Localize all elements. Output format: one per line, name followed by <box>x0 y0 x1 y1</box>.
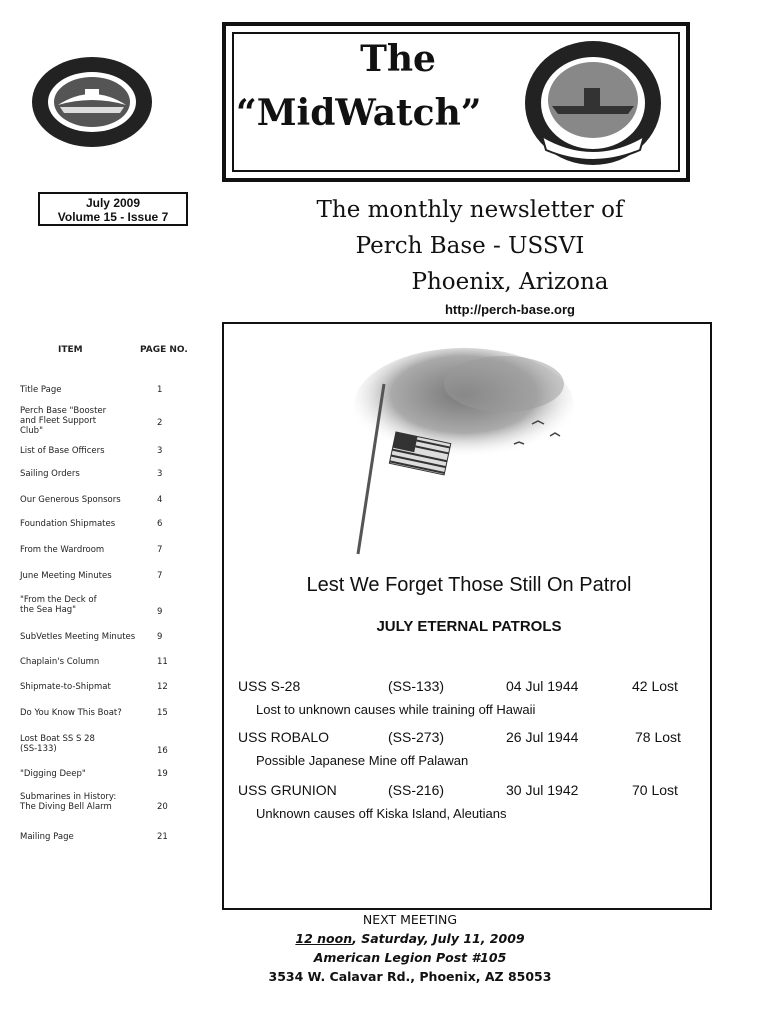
toc-page: 12 <box>157 682 168 692</box>
toc-header <box>20 345 210 359</box>
patrol-note: Lost to unknown causes while training off Hawaii <box>256 702 536 717</box>
panel-title: Lest We Forget Those Still On Patrol <box>306 574 632 596</box>
toc-page: 11 <box>157 657 168 667</box>
toc-page: 2 <box>157 418 163 428</box>
toc-page: 4 <box>157 495 163 505</box>
toc-label: SubVetIes Meeting Minutes <box>20 632 136 642</box>
patrol-note: Possible Japanese Mine off Palawan <box>256 753 469 768</box>
meeting-heading: NEXT MEETING <box>362 912 458 927</box>
toc-label: June Meeting Minutes <box>20 571 112 581</box>
patrol-note: Unknown causes off Kiska Island, Aleutians <box>256 806 507 821</box>
toc-label: Lost Boat SS S 28 (SS-133) <box>20 734 95 754</box>
toc-label: Submarines in History: The Diving Bell Alarm <box>20 792 117 812</box>
toc-page: 9 <box>157 607 163 617</box>
toc-page: 6 <box>157 519 163 529</box>
issue-box <box>38 192 188 226</box>
toc-label: Perch Base "Booster and Fleet Support Club" <box>20 406 107 436</box>
toc-label: Our Generous Sponsors <box>20 495 121 505</box>
toc-page: 3 <box>157 469 163 479</box>
patrol-date: 04 Jul 1944 <box>506 678 579 694</box>
patrol-date: 26 Jul 1944 <box>506 729 579 745</box>
flag-memorial-photo <box>344 344 594 574</box>
meeting-time: 12 noon <box>295 931 353 946</box>
table-of-contents <box>20 345 210 842</box>
issue-date: July 2009 <box>85 196 141 210</box>
eternal-patrol-panel <box>222 322 712 910</box>
toc-label: Foundation Shipmates <box>20 519 116 529</box>
toc-page: 20 <box>157 802 168 812</box>
toc-label: "Digging Deep" <box>20 769 86 779</box>
toc-label: Title Page <box>20 385 62 395</box>
patrol-lost: 42 Lost <box>632 678 678 694</box>
subtitle-line-3: Phoenix, Arizona <box>411 269 609 295</box>
patrol-hull: (SS-133) <box>388 678 445 694</box>
toc-page: 7 <box>157 571 163 581</box>
perch-base-emblem-icon <box>522 38 664 168</box>
toc-page: 16 <box>157 746 168 756</box>
toc-label: Mailing Page <box>20 832 74 842</box>
toc-page: 21 <box>157 832 168 842</box>
toc-page: 1 <box>157 385 163 395</box>
ussvi-emblem-icon <box>30 55 155 150</box>
newsletter-title-the: The <box>360 38 436 80</box>
patrol-lost: 78 Lost <box>635 729 681 745</box>
subtitle-line-2: Perch Base - USSVI <box>355 233 585 259</box>
panel-subtitle: JULY ETERNAL PATROLS <box>376 618 562 635</box>
patrol-boat: USS ROBALO <box>238 729 330 745</box>
meeting-date: , Saturday, July 11, 2009 <box>352 931 525 946</box>
toc-page: 3 <box>157 446 163 456</box>
toc-label: Do You Know This Boat? <box>20 708 122 718</box>
toc-page: 9 <box>157 632 163 642</box>
meeting-address: 3534 W. Calavar Rd., Phoenix, AZ 85053 <box>268 969 552 984</box>
patrol-hull: (SS-273) <box>388 729 445 745</box>
toc-label: Sailing Orders <box>20 469 80 479</box>
toc-page: 7 <box>157 545 163 555</box>
toc-label: Shipmate-to-Shipmat <box>20 682 111 692</box>
patrol-boat: USS S-28 <box>238 678 301 694</box>
toc-label: From the Wardroom <box>20 545 105 555</box>
newsletter-title-midwatch: “MidWatch” <box>236 92 482 134</box>
patrol-boat: USS GRUNION <box>238 782 337 798</box>
toc-label: "From the Deck of the Sea Hag" <box>20 595 97 615</box>
issue-volume: Volume 15 - Issue 7 <box>57 210 169 224</box>
patrol-hull: (SS-216) <box>388 782 445 798</box>
meeting-datetime <box>230 931 590 946</box>
toc-label: List of Base Officers <box>20 446 105 456</box>
toc-page: 15 <box>157 708 168 718</box>
patrol-lost: 70 Lost <box>632 782 678 798</box>
toc-header-item: ITEM <box>58 345 83 355</box>
patrol-date: 30 Jul 1942 <box>506 782 579 798</box>
toc-page: 19 <box>157 769 168 779</box>
meeting-place: American Legion Post #105 <box>313 950 507 965</box>
website-url[interactable]: http://perch-base.org <box>444 302 575 317</box>
toc-label: Chaplain's Column <box>20 657 100 667</box>
toc-header-page: PAGE NO. <box>140 345 188 355</box>
subtitle-line-1: The monthly newsletter of <box>316 197 624 223</box>
